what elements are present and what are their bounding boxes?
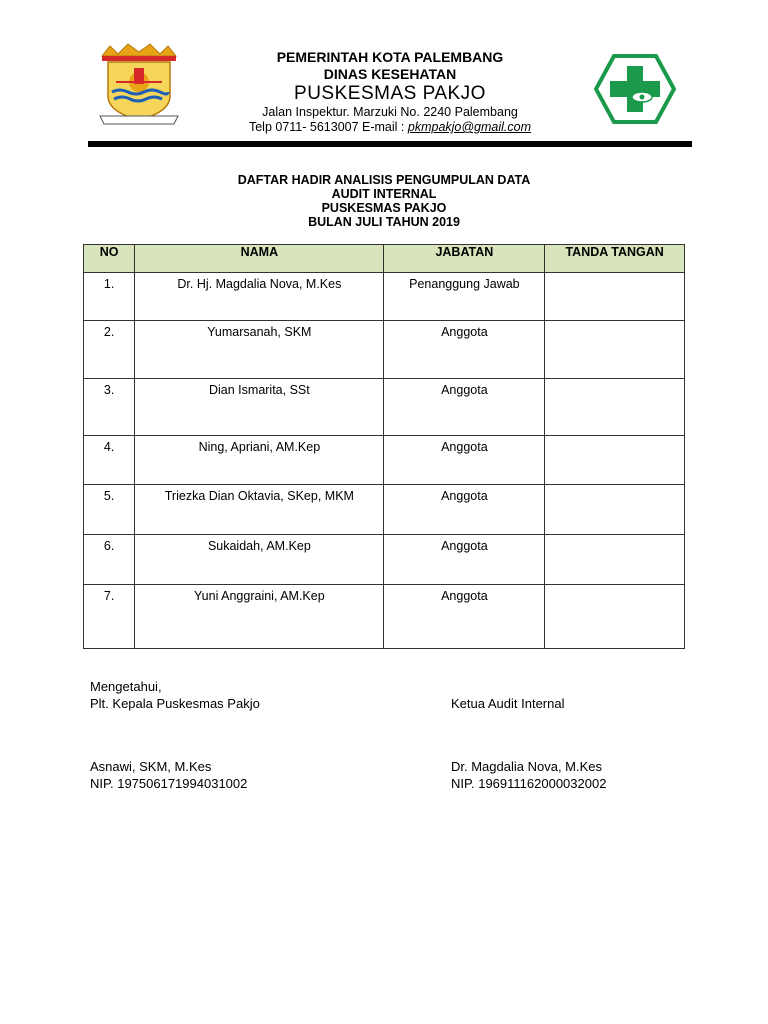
cell-signature bbox=[545, 436, 685, 485]
cell-signature bbox=[545, 379, 685, 436]
header-no: NO bbox=[84, 245, 135, 273]
attendance-table bbox=[83, 244, 685, 649]
cell-signature bbox=[545, 273, 685, 321]
cell-nama: Ning, Apriani, AM.Kep bbox=[135, 436, 384, 485]
cell-no: 4. bbox=[84, 436, 135, 485]
cell-nama: Dr. Hj. Magdalia Nova, M.Kes bbox=[135, 273, 384, 321]
header-nama: NAMA bbox=[135, 245, 384, 273]
document-title bbox=[84, 173, 684, 229]
title-line-1: DAFTAR HADIR ANALISIS PENGUMPULAN DATA bbox=[237, 173, 531, 187]
cell-no: 7. bbox=[84, 585, 135, 649]
table-row bbox=[84, 379, 685, 436]
cell-signature bbox=[545, 585, 685, 649]
head-title: Plt. Kepala Puskesmas Pakjo bbox=[90, 696, 260, 711]
cell-jabatan: Anggota bbox=[384, 585, 545, 649]
puskesmas-logo bbox=[594, 54, 676, 124]
cell-jabatan: Anggota bbox=[384, 379, 545, 436]
footer-right-heading bbox=[451, 695, 564, 712]
cell-jabatan: Anggota bbox=[384, 321, 545, 379]
cell-nama: Yuni Anggraini, AM.Kep bbox=[135, 585, 384, 649]
contact-phone: Telp 0711- 5613007 E-mail : bbox=[248, 120, 408, 134]
audit-chief-nip: NIP. 196911162000032002 bbox=[451, 776, 607, 791]
table-row bbox=[84, 273, 685, 321]
email-link[interactable]: pkmpakjo@gmail.com bbox=[407, 120, 532, 134]
cell-signature bbox=[545, 485, 685, 535]
footer-left-signatory bbox=[90, 758, 247, 792]
head-name: Asnawi, SKM, M.Kes bbox=[90, 759, 212, 774]
table-row bbox=[84, 485, 685, 535]
cell-jabatan: Anggota bbox=[384, 436, 545, 485]
government-name: PEMERINTAH KOTA PALEMBANG bbox=[276, 49, 504, 65]
department-name: DINAS KESEHATAN bbox=[323, 66, 457, 82]
palembang-city-emblem bbox=[96, 42, 182, 128]
cell-signature bbox=[545, 535, 685, 585]
cell-nama: Sukaidah, AM.Kep bbox=[135, 535, 384, 585]
table-header-row bbox=[84, 245, 685, 273]
table-row bbox=[84, 436, 685, 485]
cell-jabatan: Anggota bbox=[384, 535, 545, 585]
cell-signature bbox=[545, 321, 685, 379]
audit-chief-title: Ketua Audit Internal bbox=[451, 696, 565, 711]
cell-nama: Triezka Dian Oktavia, SKep, MKM bbox=[135, 485, 384, 535]
header-jabatan: JABATAN bbox=[384, 245, 545, 273]
header-tanda-tangan: TANDA TANGAN bbox=[545, 245, 685, 273]
cell-jabatan: Anggota bbox=[384, 485, 545, 535]
table-row bbox=[84, 535, 685, 585]
footer-left-heading bbox=[90, 678, 260, 712]
letterhead bbox=[190, 48, 590, 135]
cell-no: 2. bbox=[84, 321, 135, 379]
address: Jalan Inspektur. Marzuki No. 2240 Palembang bbox=[262, 105, 518, 119]
cell-nama: Dian Ismarita, SSt bbox=[135, 379, 384, 436]
title-line-4: BULAN JULI TAHUN 2019 bbox=[308, 215, 460, 229]
institution-name: PUSKESMAS PAKJO bbox=[294, 83, 486, 104]
header-divider bbox=[88, 141, 692, 147]
cell-jabatan: Penanggung Jawab bbox=[384, 273, 545, 321]
cell-no: 3. bbox=[84, 379, 135, 436]
cell-nama: Yumarsanah, SKM bbox=[135, 321, 384, 379]
contact-line bbox=[190, 120, 590, 135]
audit-chief-name: Dr. Magdalia Nova, M.Kes bbox=[451, 759, 603, 774]
cell-no: 1. bbox=[84, 273, 135, 321]
head-nip: NIP. 197506171994031002 bbox=[90, 776, 248, 791]
footer-right-signatory bbox=[451, 758, 606, 792]
title-line-2: AUDIT INTERNAL bbox=[331, 187, 437, 201]
table-row bbox=[84, 321, 685, 379]
cell-no: 5. bbox=[84, 485, 135, 535]
acknowledged-label: Mengetahui, bbox=[90, 679, 162, 694]
cell-no: 6. bbox=[84, 535, 135, 585]
table-row bbox=[84, 585, 685, 649]
title-line-3: PUSKESMAS PAKJO bbox=[321, 201, 447, 215]
